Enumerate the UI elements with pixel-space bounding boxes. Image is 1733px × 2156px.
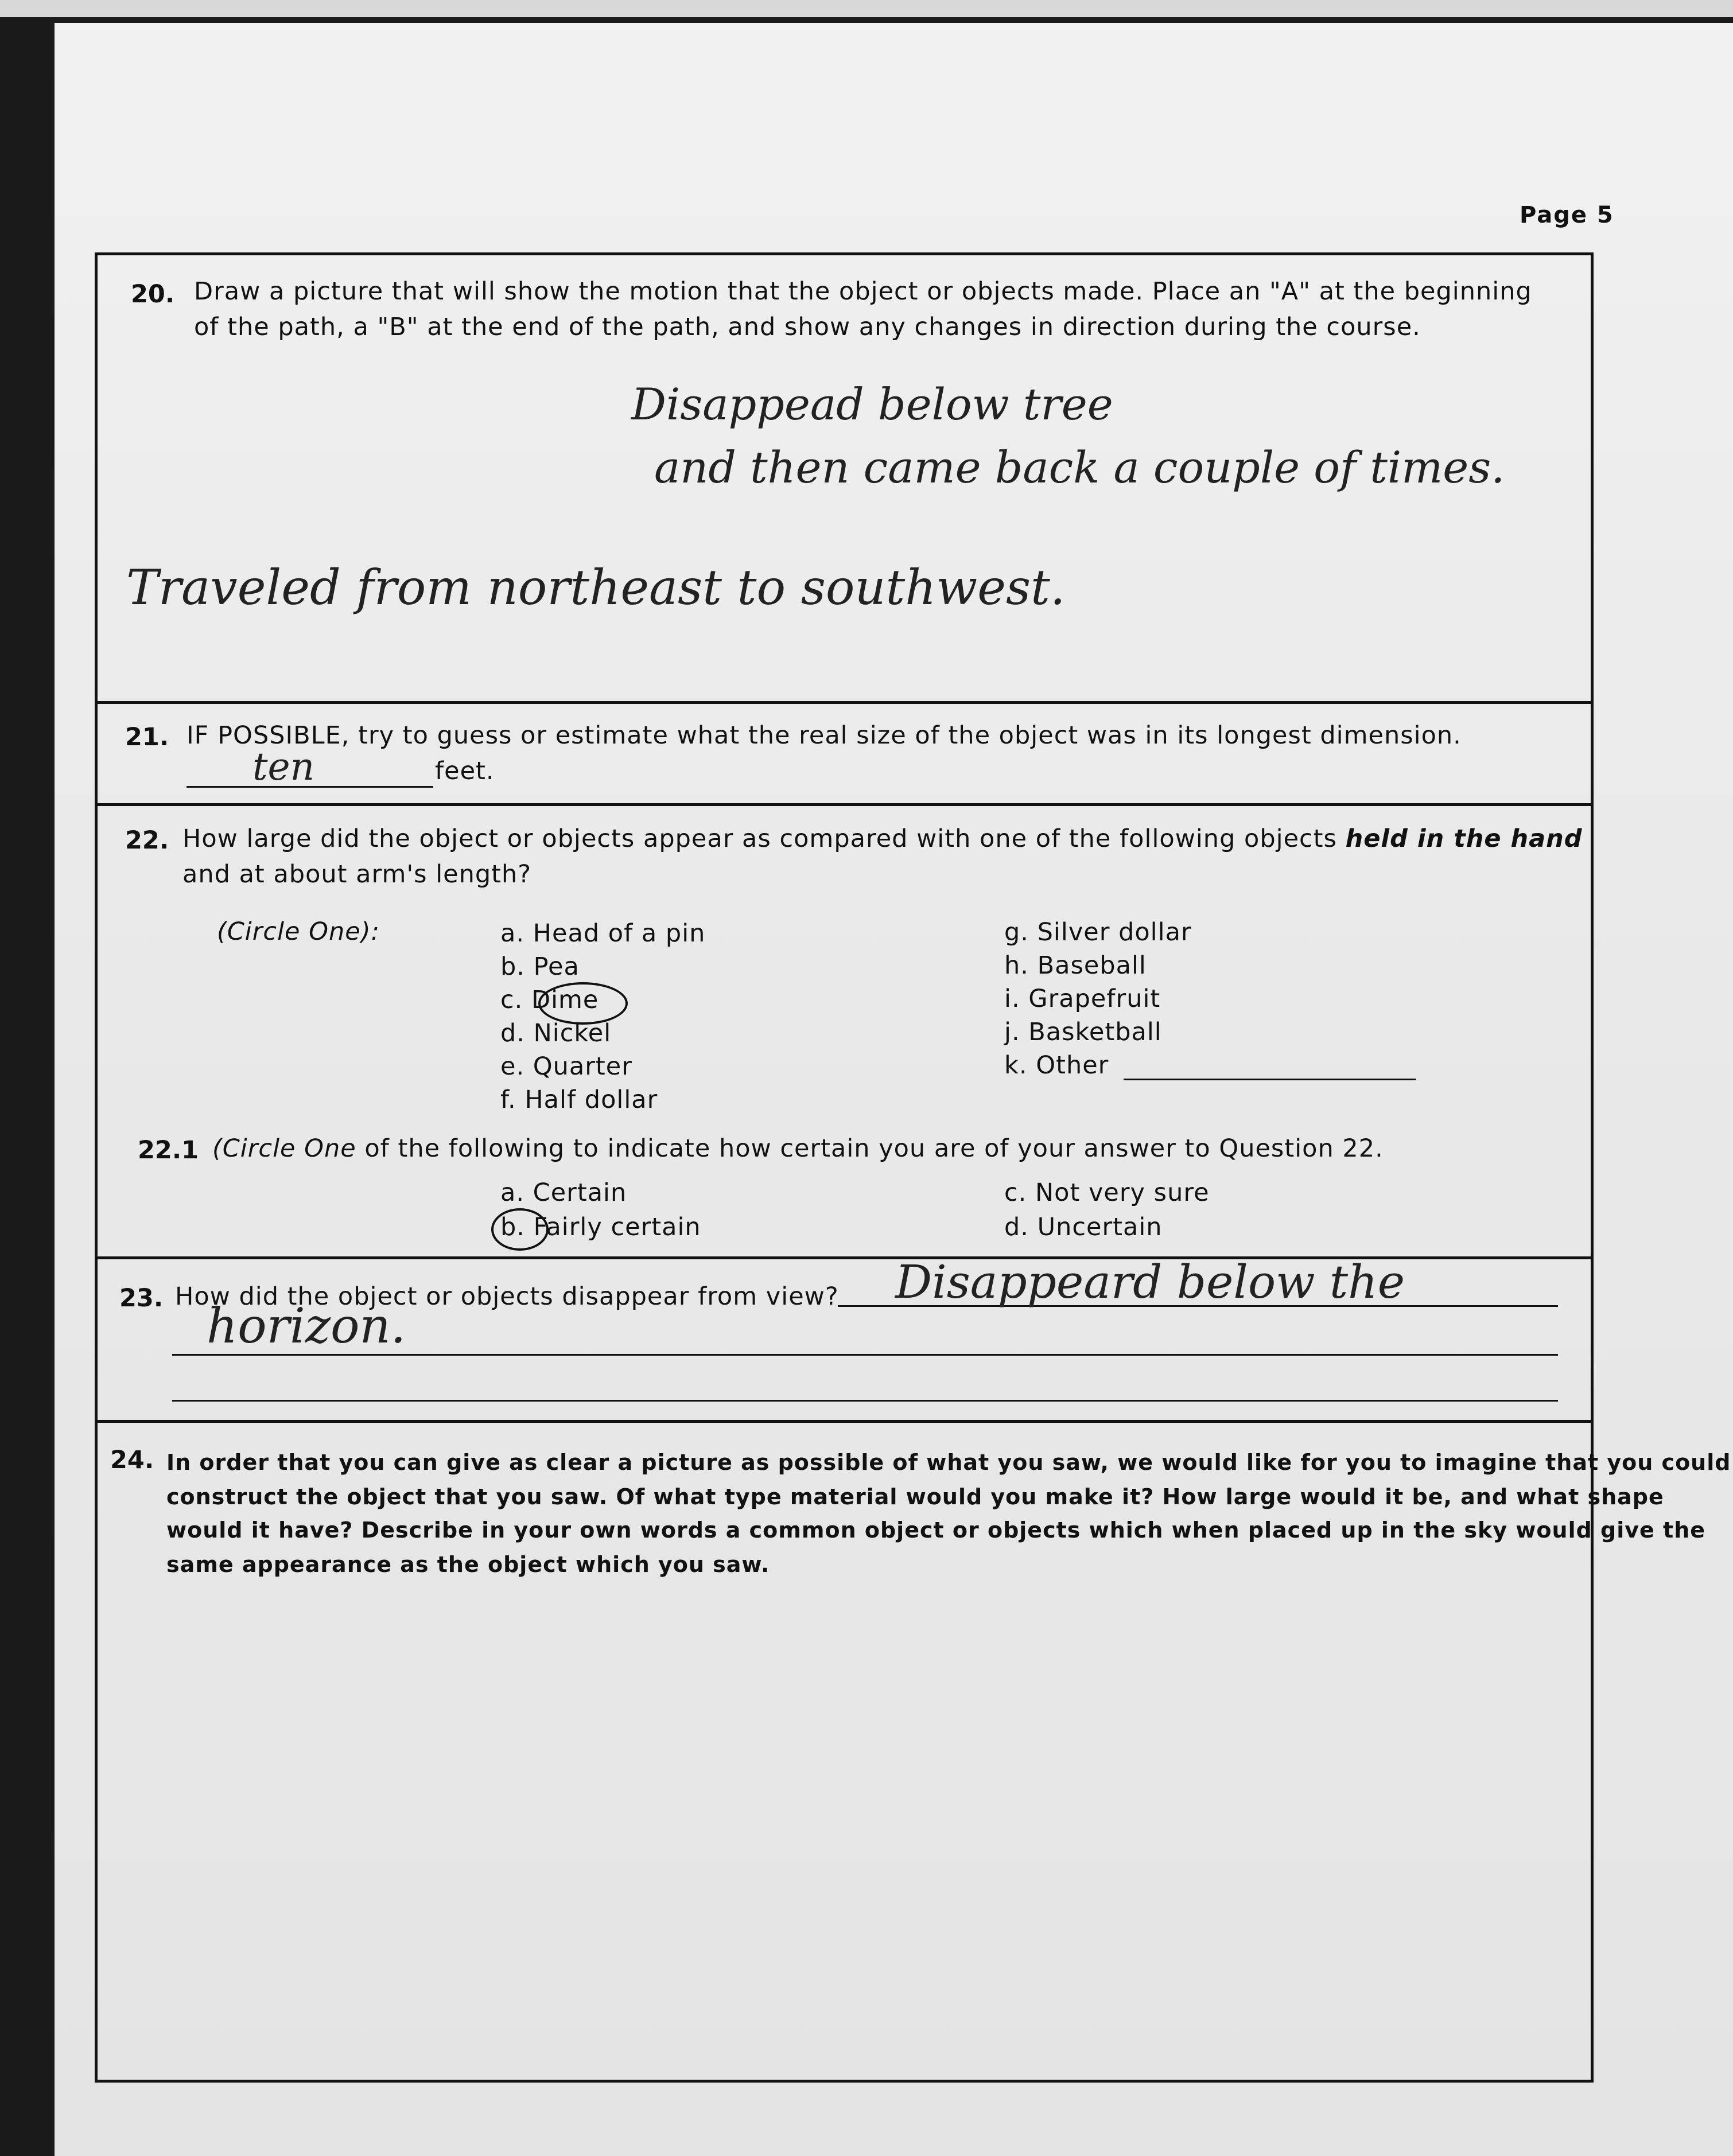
q20-answer-line3: Traveled from northeast to southwest. [126,559,1066,616]
q22-option-c: c. Dime [500,986,599,1014]
q22-text-line1 [182,822,1583,856]
q22-1-option-c: c. Not very sure [1004,1178,1210,1207]
q22-selected-circle [538,982,628,1025]
q22-option-a: a. Head of a pin [500,919,706,948]
q21-number: 21. [125,723,169,752]
q20-answer-line1: Disappead below tree [631,379,1113,430]
q22-option-i: i. Grapefruit [1004,984,1161,1013]
q21-text: IF POSSIBLE, try to guess or estimate what the real size of the object was in its longest dimension. [186,721,1462,750]
q22-1-number: 22.1 [138,1136,199,1165]
q22-option-b: b. Pea [500,952,580,981]
q24-text-line2: construct the object that you saw. Of what type material would you make it? How large would it be, and what shape [166,1484,1664,1509]
q22-option-g: g. Silver dollar [1004,918,1192,947]
q23-answer-line2-text: horizon. [207,1298,406,1354]
q22-option-j: j. Basketball [1004,1018,1162,1046]
q22-1-text-main: of the following to indicate how certain you are of your answer to Question 22. [356,1134,1384,1163]
scan-top-edge [0,0,1733,17]
section-divider-23-24 [95,1420,1594,1423]
q22-1-text-emphasis: (Circle One [212,1134,356,1163]
q24-text-line3: would it have? Describe in your own words a common object or objects which when placed up in the sky would give the [166,1517,1706,1543]
q22-text-line1-main: How large did the object or objects appear as compared with one of the following objects [182,824,1346,853]
q22-option-h: h. Baseball [1004,951,1147,980]
q22-number: 22. [125,826,169,855]
section-divider-20-21 [95,701,1594,704]
section-divider-21-22 [95,803,1594,806]
q24-text-line4: same appearance as the object which you saw. [166,1552,770,1577]
q22-other-answer-line [1124,1079,1416,1080]
q20-text-line2: of the path, a "B" at the end of the path, and show any changes in direction during the course. [194,313,1421,341]
q22-1-option-d: d. Uncertain [1004,1213,1163,1242]
q22-option-k: k. Other [1004,1051,1109,1080]
q23-answer-line2 [172,1354,1558,1356]
q21-unit: feet. [435,757,495,785]
q20-answer-line2: and then came back a couple of times. [654,442,1505,493]
q23-number: 23. [119,1284,164,1313]
q20-text-line1: Draw a picture that will show the motion that the object or objects made. Place an "A" at the beginning [194,277,1532,306]
q22-text-line1-emphasis: held in the hand [1345,824,1583,853]
q22-instruction: (Circle One): [217,917,380,946]
q22-1-option-b: b. Fairly certain [500,1213,701,1242]
q22-option-e: e. Quarter [500,1052,632,1081]
q22-option-d: d. Nickel [500,1019,612,1048]
q22-1-option-a: a. Certain [500,1178,627,1207]
q20-number: 20. [131,280,175,309]
q22-text-line2: and at about arm's length? [182,860,532,889]
q23-answer-line3 [172,1400,1558,1402]
q24-text-line1: In order that you can give as clear a picture as possible of what you saw, we would like for you to imagine that you could [166,1450,1731,1475]
page-number: Page 5 [1520,202,1614,228]
q22-1-selected-circle [491,1208,549,1251]
q24-number: 24. [110,1446,154,1474]
form-border [95,252,1594,2083]
q22-1-text [212,1131,1384,1166]
q22-option-f: f. Half dollar [500,1085,658,1114]
q23-text: How did the object or objects disappear from view? [175,1282,839,1311]
q23-answer-line1-text: Disappeard below the [895,1255,1405,1309]
q21-answer: ten [252,745,315,789]
